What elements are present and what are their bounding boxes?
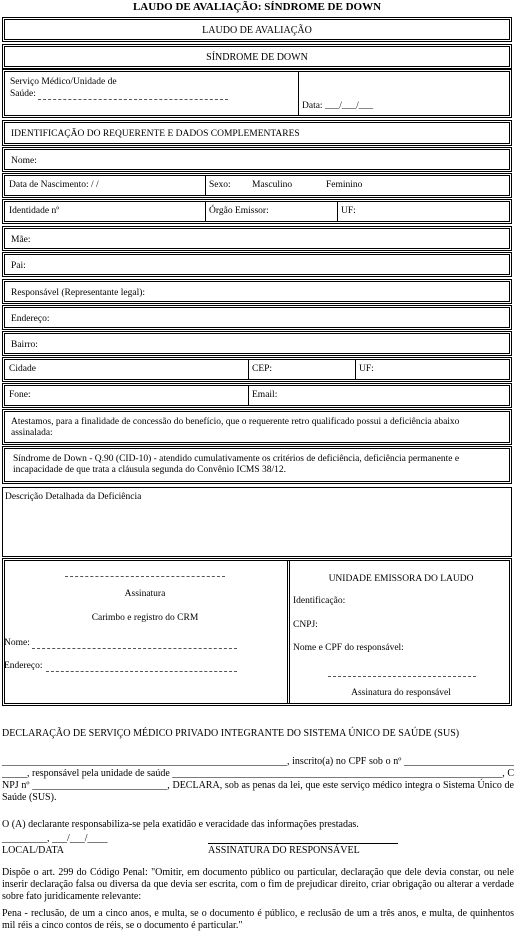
penal-text-1: Dispõe o art. 299 do Código Penal: "Omitir, em documento público ou particular, declaração que dele devia constar, ou nele inserir declaração falsa ou diversa da que devia ser escrita, com o fim de prejudicar direito, criar obrigação ou alterar a verdade sobre fato juridicamente relevante: [2,867,514,902]
declaration-para1[interactable]: _________________________________________________________, inscrito(a) no CPF sob o nº ___________________________, responsável pela unidade de saúde __________________________________________________________________, CNPJ nº ___________________________, DECLARA, sob as penas da lei, que este serviço médico integra o Sistema Único de Saúde (SUS). [2,756,514,803]
unidade-emissora-title: UNIDADE EMISSORA DO LAUDO [328,574,474,584]
label-carimbo: Carimbo e registro do CRM [91,613,199,623]
field-uf1[interactable]: UF: [341,206,356,216]
assinatura-line[interactable] [208,843,398,844]
field-orgao[interactable]: Órgão Emissor: [209,206,269,216]
option-feminino[interactable]: Feminino [326,180,363,190]
divider-uf2 [355,359,356,380]
field-email[interactable]: Email: [252,390,278,400]
field-endereco[interactable]: Endereço: [2,305,512,330]
field-fone[interactable]: Fone: [9,390,31,400]
section-identification: IDENTIFICAÇÃO DO REQUERENTE E DADOS COMPLEMENTARES [2,120,512,146]
penal-text-2: Pena - reclusão, de um a cinco anos, e multa, se o documento é público, e reclusão de um a três anos, e multa, de quinhentos mil réis a cinco contos de réis, se o documento é particular." [2,908,514,931]
service-label-1: Serviço Médico/Unidade de [10,77,117,87]
atestamos-text: Atestamos, para a finalidade de concessão do benefício, que o requerente retro qualificado possui a deficiência abaixo assinalada: [2,409,512,445]
label-cnpj[interactable]: CNPJ: [293,620,318,630]
signature-line-left[interactable] [65,576,225,577]
label-assinatura-responsavel-declaracao: ASSINATURA DO RESPONSÁVEL [208,845,360,856]
sig-nome-line[interactable] [32,648,237,649]
condition-text: Síndrome de Down - Q.90 (CID-10) - atendido cumulativamente os critérios de deficiência, deficiência permanente e incapacidade de que trata a cláusula segunda do Convênio ICMS 38/12. [2,446,512,484]
field-bairro[interactable]: Bairro: [2,331,512,356]
declaration-para2: O (A) declarante responsabiliza-se pela exatidão e veracidade das informações prestadas. [2,819,359,830]
service-divider [298,71,299,116]
field-responsavel[interactable]: Responsável (Representante legal): [2,279,512,304]
header-row-laudo: LAUDO DE AVALIAÇÃO [2,17,512,42]
option-masculino[interactable]: Masculino [252,180,293,190]
field-identidade[interactable]: Identidade nº [9,206,60,216]
divider-uf1 [337,201,338,222]
signature-line-right[interactable] [328,676,476,677]
label-assinatura: Assinatura [124,589,166,599]
label-assinatura-responsavel: Assinatura do responsável [351,688,451,698]
field-nome[interactable]: Nome: [2,147,512,172]
service-blank-line[interactable] [38,99,228,100]
declaration-title: DECLARAÇÃO DE SERVIÇO MÉDICO PRIVADO INTEGRANTE DO SISTEMA ÚNICO DE SAÚDE (SUS) [2,728,460,739]
date-field[interactable]: Data: ___/___/___ [302,101,373,111]
divider-cep [248,359,249,380]
header-row-sindrome: SÍNDROME DE DOWN [2,44,512,69]
descricao-box[interactable]: Descrição Detalhada da Deficiência [2,487,512,557]
field-nascimento[interactable]: Data de Nascimento: / / [9,180,99,190]
label-nome-cpf[interactable]: Nome e CPF do responsável: [293,643,404,653]
field-pai[interactable]: Pai: [2,252,512,277]
label-local-data: LOCAL/DATA [2,845,64,856]
service-label-2: Saúde: [10,89,36,99]
local-data-blank[interactable]: _________, ___/___/____ [2,833,108,844]
field-uf2[interactable]: UF: [359,364,374,374]
field-cidade[interactable]: Cidade [9,364,36,374]
divider-orgao [205,201,206,222]
divider-email [248,385,249,406]
field-sexo: Sexo: [209,180,231,190]
divider-sexo [205,175,206,196]
field-mae[interactable]: Mãe: [2,226,512,251]
signature-divider [287,560,290,704]
label-sig-nome: Nome: [4,638,30,648]
page-title: LAUDO DE AVALIAÇÃO: SÍNDROME DE DOWN [132,1,382,13]
label-sig-endereco: Endereço: [4,661,43,671]
field-cep[interactable]: CEP: [252,364,273,374]
label-identificacao[interactable]: Identificação: [293,596,346,606]
sig-endereco-line[interactable] [46,671,237,672]
